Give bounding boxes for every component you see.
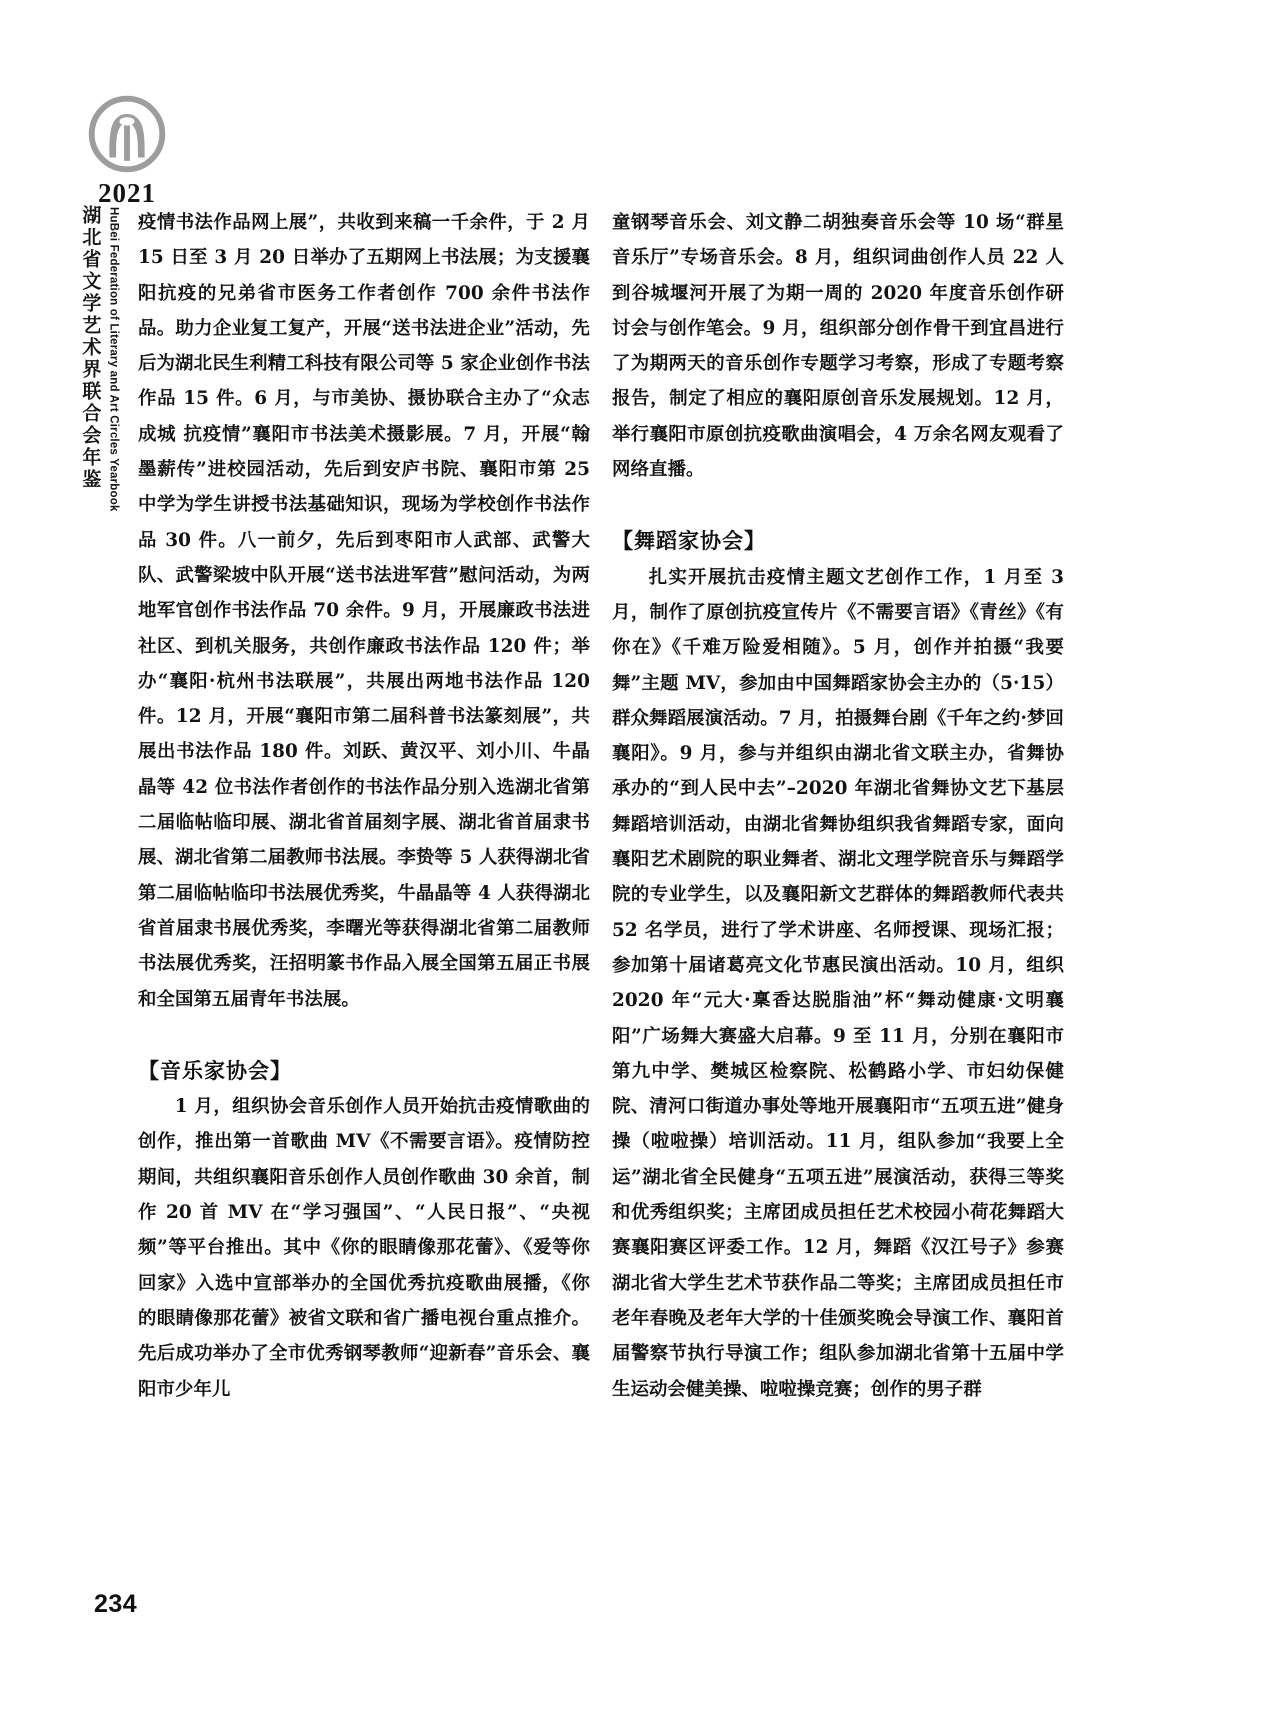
left-text-column [138, 205, 590, 1407]
yearbook-logo-block [72, 92, 182, 207]
paragraph-musicians-continued: 童钢琴音乐会、刘文静二胡独奏音乐会等 10 场“群星音乐厅”专场音乐会。8 月，组织词曲创作人员 22 人到谷城堰河开展了为期一周的 2020 年度音乐创作研讨会与创作笔会。9 月，组织部分创作骨干到宜昌进行了为期两天的音乐创作专题学习考察，形成了专题考察报告，制定了相应的襄阳原创音乐发展规划。12 月，举行襄阳市原创抗疫歌曲演唱会，4 万余名网友观看了网络直播。 [612, 212, 1064, 481]
paragraph-calligraphy-continued: 疫情书法作品网上展”，共收到来稿一千余件，于 2 月 15 日至 3 月 20 日举办了五期网上书法展；为支援襄阳抗疫的兄弟省市医务工作者创作 700 余件书法作品。助力企业复工复产，开展“送书法进企业”活动，先后为湖北民生利精工科技有限公司等 5 家企业创作书法作品 15 件。6 月，与市美协、摄协联合主办了“众志成城 抗疫情”襄阳市书法美术摄影展。7 月，开展“翰墨薪传”进校园活动，先后到安庐书院、襄阳市第 25 中学为学生讲授书法基础知识，现场为学校创作书法作品 30 件。八一前夕，先后到枣阳市人武部、武警大队、武警梁坡中队开展“送书法进军营”慰问活动，为两地军官创作书法作品 70 余件。9 月，开展廉政书法进社区、到机关服务，共创作廉政书法作品 120 件；举办“襄阳·杭州书法联展”，共展出两地书法作品 120 件。12 月，开展“襄阳市第二届科普书法篆刻展”，共展出书法作品 180 件。刘跃、黄汉平、刘小川、牛晶晶等 42 位书法作者创作的书法作品分别入选湖北省第二届临帖临印展、湖北省首届刻字展、湖北省首届隶书展、湖北省第二届教师书法展。李贽等 5 人获得湖北省第二届临帖临印书法展优秀奖，牛晶晶等 4 人获得湖北省首届隶书展优秀奖，李曙光等获得湖北省第二届教师书法展优秀奖，汪招明篆书作品入展全国第五届正书展和全国第五届青年书法展。 [138, 212, 590, 1010]
running-head-spine [74, 205, 134, 570]
spine-title-chinese: 湖北省文学艺术界联合会年鉴 [79, 205, 102, 491]
right-text-column [612, 205, 1064, 1407]
page-number: 234 [94, 1590, 138, 1618]
spacer [612, 487, 1064, 524]
paragraph-dancers-association: 扎实开展抗击疫情主题文艺创作工作，1 月至 3 月，制作了原创抗疫宣传片《不需要言语》《青丝》《有你在》《千难万险爱相随》。5 月，创作并拍摄“我要舞”主题 MV，参加由中国舞蹈家协会主办的（5·15）群众舞蹈展演活动。7 月，拍摄舞台剧《千年之约·梦回襄阳》。9 月，参与并组织由湖北省文联主办，省舞协承办的“到人民中去”–2020 年湖北省舞协文艺下基层舞蹈培训活动，由湖北省舞协组织我省舞蹈专家，面向襄阳艺术剧院的职业舞者、湖北文理学院音乐与舞蹈学院的专业学生，以及襄阳新文艺群体的舞蹈教师代表共 52 名学员，进行了学术讲座、名师授课、现场汇报；参加第十届诸葛亮文化节惠民演出活动。10 月，组织 2020 年“元大·稟香达脱脂油”杯“舞动健康·文明襄阳”广场舞大赛盛大启幕。9 至 11 月，分别在襄阳市第九中学、樊城区检察院、松鹤路小学、市妇幼保健院、清河口街道办事处等地开展襄阳市“五项五进”健身操（啦啦操）培训活动。11 月，组队参加“我要上全运”湖北省全民健身“五项五进”展演活动，获得三等奖和优秀组织奖；主席团成员担任艺术校园小荷花舞蹈大赛襄阳赛区评委工作。12 月，舞蹈《汉江号子》参赛湖北省大学生艺术节获作品二等奖；主席团成员担任市老年春晚及老年大学的十佳颁奖晚会导演工作、襄阳首届警察节执行导演工作；组队参加湖北省第十五届中学生运动会健美操、啦啦操竞赛；创作的男子群 [612, 566, 1064, 1400]
section-heading-musicians-association: 【音乐家协会】 [138, 1058, 292, 1083]
federation-emblem-icon [85, 92, 169, 176]
section-heading-dancers-association: 【舞蹈家协会】 [612, 529, 766, 554]
paragraph-musicians-association: 1 月，组织协会音乐创作人员开始抗击疫情歌曲的创作，推出第一首歌曲 MV《不需要言语》。疫情防控期间，共组织襄阳音乐创作人员创作歌曲 30 余首，制作 20 首 MV 在“学习强国”、“人民日报”、“央视频”等平台推出。其中《你的眼睛像那花蕾》、《爱等你回家》入选中宣部举办的全国优秀抗疫歌曲展播，《你的眼睛像那花蕾》被省文联和省广播电视台重点推介。先后成功举办了全市优秀钢琴教师“迎新春”音乐会、襄阳市少年儿 [138, 1096, 590, 1400]
spacer [138, 1017, 590, 1054]
spine-title-english: HuBei Federation of Literary and Art Circles Yearbook [107, 207, 120, 512]
yearbook-year: 2021 [98, 178, 156, 208]
